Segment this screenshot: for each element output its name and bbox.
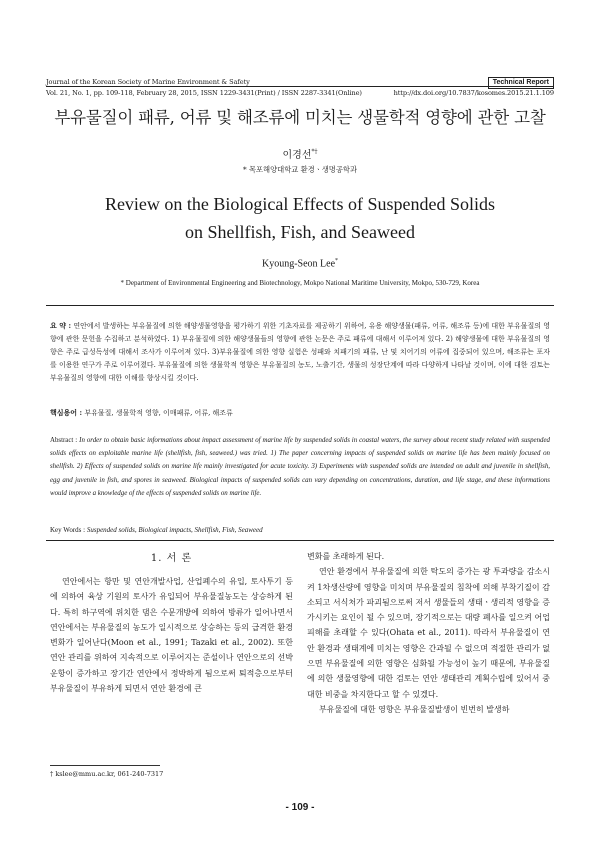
english-keywords-text: Suspended solids, Biological impacts, Shellfish, Fish, Seaweed <box>86 526 263 534</box>
english-affiliation: * Department of Environmental Engineering and Biotechnology, Mokpo National Maritime University, Mokpo, 530-729, Korea <box>120 279 480 287</box>
doi-link[interactable]: http://dx.doi.org/10.7837/kosomes.2015.21.1.109 <box>393 89 554 97</box>
english-abstract-label: Abstract : <box>50 437 78 444</box>
abstract-bottom-rule <box>46 540 554 541</box>
english-author <box>0 258 600 269</box>
right-column <box>307 549 550 717</box>
korean-author <box>0 146 600 161</box>
technical-report-badge: Technical Report <box>488 77 554 89</box>
english-title <box>40 190 560 246</box>
english-title-line-2: on Shellfish, Fish, and Seaweed <box>185 222 415 242</box>
section-heading-introduction: 1. 서 론 <box>150 553 193 564</box>
korean-keywords-text: 부유물질, 생물학적 영향, 이매패류, 어류, 해조류 <box>84 409 233 417</box>
header-rule <box>46 86 554 87</box>
english-keywords <box>50 526 550 534</box>
korean-author-name: 이경선 <box>282 150 312 161</box>
korean-keywords <box>50 408 550 418</box>
english-abstract-text: In order to obtain basic informations about impact assessment of marine life by suspended solids in coastal waters, the survey about recent study related with suspended solids effects on exploitable marine life (shellfish, fish, seaweed.) was tried. 1) The paper concerning impacts of suspended solids on marine life has been mainly focused on shellfish. 2) Effects of suspended solids on marine life mainly investigated for acute toxicity. 3) Experiments with suspended solids are intended on adult and juvenile in shellfish, egg and juvenile in fish, and spores in seaweed. Biological impacts of suspended solids can vary depending on concentrations, duration, and life stage, and these informations would improve a knowledge of the effects of suspended solids on marine life. <box>50 437 550 497</box>
korean-affiliation: * 목포해양대학교 환경ㆍ생명공학과 <box>242 165 358 174</box>
intro-paragraph-1-continued: 변화를 초래하게 된다. <box>307 552 385 561</box>
english-keywords-label: Key Words : <box>50 526 86 534</box>
korean-author-mark: *† <box>311 148 318 156</box>
korean-keywords-label: 핵심용어 : <box>50 408 83 417</box>
korean-abstract-text: 연안에서 발생하는 부유물질에 의한 해양생물영향을 평가하기 위한 기초자료를 제공하기 위하여, 유용 해양생물(패류, 어류, 해조류 등)에 대한 부유물질의 영향에 관한 문헌을 수집하고 분석하였다. 1) 부유물질에 의한 해양생물들의 영향에 관한 논문은 주로 패류에 대해서 이루어져 있다. 2) 해양생물에 대한 부유물질의 영향은 주로 급성독성에 대해서 조사가 이루어져 있다. 3)부유물질에 의한 영향 실험은 성패와 치패기의 패류, 난 및 치어기의 어류에 집중되어 있으며, 해조류는 포자를 이용한 연구가 주로 이루어졌다. 부유물질에 의한 생물학적 영향은 부유물질의 농도, 노출기간, 생물의 성장단계에 따라 다양하게 나타날 것이며, 이에 대한 검토는 부유물질의 영향에 대한 이해를 향상시킬 것이다. <box>50 322 551 382</box>
footnote-rule <box>50 765 160 766</box>
korean-abstract <box>50 319 550 385</box>
english-author-name: Kyoung-Seon Lee <box>261 258 336 270</box>
english-author-mark: * <box>335 258 339 264</box>
korean-title: 부유물질이 패류, 어류 및 해조류에 미치는 생물학적 영향에 관한 고찰 <box>54 108 546 127</box>
journal-citation: Vol. 21, No. 1, pp. 109-118, February 28, 2015, ISSN 1229-3431(Print) / ISSN 2287-3341(Online) <box>46 89 362 97</box>
journal-name: Journal of the Korean Society of Marine Environment & Safety <box>46 78 250 86</box>
korean-abstract-label: 요 약 : <box>50 321 72 330</box>
english-title-line-1: Review on the Biological Effects of Suspended Solids <box>104 194 496 214</box>
corresponding-author-footnote: † kslee@mmu.ac.kr, 061-240-7317 <box>50 770 164 778</box>
intro-paragraph-3: 부유물질에 대한 영향은 부유물질발생이 빈번히 발생하 <box>319 704 510 714</box>
english-abstract <box>50 434 550 500</box>
page-number: - 109 - <box>285 802 315 813</box>
left-column <box>50 574 293 696</box>
abstract-top-rule <box>46 305 554 306</box>
intro-paragraph-1: 연안에서는 항만 및 연안개발사업, 산업폐수의 유입, 토사투기 등에 의하여 육상 기원의 토사가 유입되어 부유물질농도는 상승하게 된다. 특히 하구역에 위치한 댐은 수문개방에 의하여 방류가 일어나면서 연안에서는 부유물질의 농도가 일시적으로 상승하는 등의 급격한 환경변화가 일어난다(Moon et al., 1991; Tazaki et al., 2002). 또한 연안 관리를 위하여 지속적으로 이루어지는 준설이나 연안으로의 선박운항이 증가하고 장기간 연안에서 정박하게 됨으로써 퇴적층으로부터 부유물질이 부유하게 되면서 연안 환경에 큰 <box>50 577 293 694</box>
intro-paragraph-2: 연안 환경에서 부유물질에 의한 탁도의 증가는 광 투과량을 감소시켜 1차생산량에 영향을 미치며 부유물질의 침착에 의해 부착기질이 감소되고 서식처가 파괴됨으로써 저서 생물들의 생태ㆍ생리적 영향을 증가시키는 요인이 될 수 있으며, 장기적으로는 대량 폐사를 일으켜 어업 피해를 초래할 수 있다(Ohata et al., 2011). 따라서 부유물질이 연안 환경과 생태계에 미치는 영향은 간과될 수 없으며 적절한 관리가 없으면 부유물질에 의한 영향은 심화될 가능성이 높기 때문에, 부유물질에 의한 생물영향에 대한 검토는 연안 생태관리 계획수립에 있어서 중대한 비중을 차지한다고 할 수 있겠다. <box>307 567 550 699</box>
